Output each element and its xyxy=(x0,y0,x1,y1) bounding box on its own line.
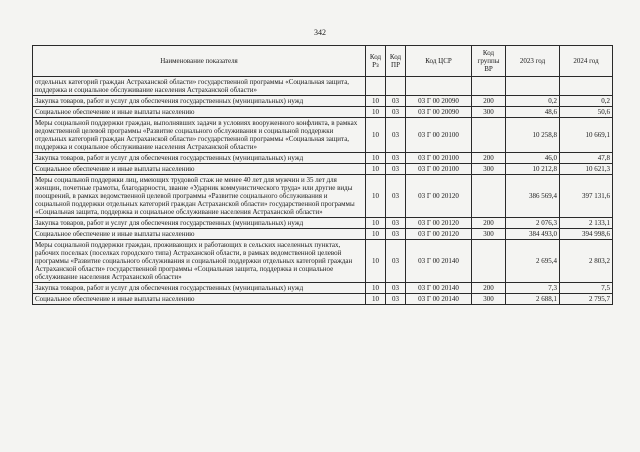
cell-csr: 03 Г 00 20140 xyxy=(406,294,472,305)
page-number: 342 xyxy=(314,28,326,37)
header-rz: Код Рз xyxy=(366,46,386,77)
cell-name: отдельных категорий граждан Астраханской области» государственной программы «Социальная защита, поддержка и социальное обслуживание населения Астраханской области» xyxy=(33,77,366,96)
cell-name: Меры социальной поддержки граждан, проживающих и работающих в сельских населенных пунктах, рабочих поселках (поселках городского типа) Астраханской области, в рамках ведомственной целевой программы «Развитие социального обслуживания и социальной поддержки отдельных категорий граждан Астраханской области» государственной программы «Социальная защита, поддержка и социальное обслуживание населения Астраханской области» xyxy=(33,240,366,283)
cell-vr: 200 xyxy=(472,283,506,294)
cell-csr: 03 Г 00 20140 xyxy=(406,283,472,294)
cell-vr: 300 xyxy=(472,107,506,118)
cell-vr xyxy=(472,118,506,153)
table-row xyxy=(33,96,613,107)
cell-vr: 300 xyxy=(472,229,506,240)
table-row xyxy=(33,283,613,294)
table-row xyxy=(33,164,613,175)
header-2024: 2024 год xyxy=(560,46,613,77)
cell-vr: 300 xyxy=(472,294,506,305)
cell-2024: 10 669,1 xyxy=(560,118,613,153)
header-name: Наименование показателя xyxy=(33,46,366,77)
cell-rz: 10 xyxy=(366,218,386,229)
cell-name: Закупка товаров, работ и услуг для обеспечения государственных (муниципальных) нужд xyxy=(33,283,366,294)
table-row xyxy=(33,118,613,153)
cell-rz: 10 xyxy=(366,96,386,107)
cell-2024: 47,8 xyxy=(560,153,613,164)
cell-rz: 10 xyxy=(366,294,386,305)
cell-vr: 200 xyxy=(472,153,506,164)
cell-rz: 10 xyxy=(366,229,386,240)
cell-vr xyxy=(472,77,506,96)
cell-vr xyxy=(472,240,506,283)
cell-2024: 2 795,7 xyxy=(560,294,613,305)
cell-2023: 10 212,8 xyxy=(506,164,560,175)
cell-rz: 10 xyxy=(366,175,386,218)
budget-table xyxy=(32,45,613,305)
cell-name: Закупка товаров, работ и услуг для обеспечения государственных (муниципальных) нужд xyxy=(33,96,366,107)
table-row xyxy=(33,294,613,305)
cell-pr xyxy=(386,77,406,96)
cell-pr: 03 xyxy=(386,96,406,107)
table-body xyxy=(33,77,613,305)
cell-rz: 10 xyxy=(366,240,386,283)
table-row xyxy=(33,218,613,229)
cell-2023: 2 688,1 xyxy=(506,294,560,305)
cell-2023 xyxy=(506,77,560,96)
cell-name: Закупка товаров, работ и услуг для обеспечения государственных (муниципальных) нужд xyxy=(33,153,366,164)
cell-rz: 10 xyxy=(366,153,386,164)
cell-2023: 384 493,0 xyxy=(506,229,560,240)
cell-csr: 03 Г 00 20120 xyxy=(406,218,472,229)
cell-pr: 03 xyxy=(386,107,406,118)
cell-pr: 03 xyxy=(386,164,406,175)
table-row xyxy=(33,175,613,218)
cell-2024: 50,6 xyxy=(560,107,613,118)
cell-2023: 48,6 xyxy=(506,107,560,118)
cell-csr: 03 Г 00 20090 xyxy=(406,96,472,107)
cell-2024: 2 803,2 xyxy=(560,240,613,283)
cell-csr: 03 Г 00 20120 xyxy=(406,229,472,240)
table-header-row xyxy=(33,46,613,77)
cell-2023: 2 076,3 xyxy=(506,218,560,229)
table-row xyxy=(33,153,613,164)
cell-name: Социальное обеспечение и иные выплаты населению xyxy=(33,229,366,240)
cell-rz: 10 xyxy=(366,118,386,153)
cell-2024: 10 621,3 xyxy=(560,164,613,175)
cell-2023: 7,3 xyxy=(506,283,560,294)
cell-rz: 10 xyxy=(366,107,386,118)
cell-csr: 03 Г 00 20090 xyxy=(406,107,472,118)
cell-csr: 03 Г 00 20120 xyxy=(406,175,472,218)
cell-csr: 03 Г 00 20100 xyxy=(406,118,472,153)
header-csr: Код ЦСР xyxy=(406,46,472,77)
cell-pr: 03 xyxy=(386,283,406,294)
cell-vr: 200 xyxy=(472,96,506,107)
cell-vr: 200 xyxy=(472,218,506,229)
table-row xyxy=(33,229,613,240)
cell-rz xyxy=(366,77,386,96)
cell-2024: 2 133,1 xyxy=(560,218,613,229)
cell-csr: 03 Г 00 20100 xyxy=(406,153,472,164)
cell-pr: 03 xyxy=(386,153,406,164)
cell-pr: 03 xyxy=(386,118,406,153)
table-row xyxy=(33,240,613,283)
cell-csr xyxy=(406,77,472,96)
cell-2023: 386 569,4 xyxy=(506,175,560,218)
cell-name: Социальное обеспечение и иные выплаты населению xyxy=(33,164,366,175)
table-row xyxy=(33,77,613,96)
cell-2023: 10 258,8 xyxy=(506,118,560,153)
cell-2024: 394 998,6 xyxy=(560,229,613,240)
cell-2023: 46,0 xyxy=(506,153,560,164)
cell-pr: 03 xyxy=(386,240,406,283)
cell-vr xyxy=(472,175,506,218)
cell-pr: 03 xyxy=(386,218,406,229)
cell-rz: 10 xyxy=(366,283,386,294)
header-vr: Код группы ВР xyxy=(472,46,506,77)
cell-csr: 03 Г 00 20140 xyxy=(406,240,472,283)
cell-rz: 10 xyxy=(366,164,386,175)
cell-vr: 300 xyxy=(472,164,506,175)
cell-2024: 0,2 xyxy=(560,96,613,107)
header-2023: 2023 год xyxy=(506,46,560,77)
cell-2024 xyxy=(560,77,613,96)
cell-name: Социальное обеспечение и иные выплаты населению xyxy=(33,107,366,118)
cell-pr: 03 xyxy=(386,294,406,305)
cell-2024: 397 131,6 xyxy=(560,175,613,218)
table-row xyxy=(33,107,613,118)
cell-2024: 7,5 xyxy=(560,283,613,294)
header-pr: Код ПР xyxy=(386,46,406,77)
cell-csr: 03 Г 00 20100 xyxy=(406,164,472,175)
cell-name: Закупка товаров, работ и услуг для обеспечения государственных (муниципальных) нужд xyxy=(33,218,366,229)
cell-2023: 0,2 xyxy=(506,96,560,107)
cell-name: Меры социальной поддержки граждан, выполнявших задачи в условиях вооруженного конфликта, в рамках ведомственной целевой программы «Развитие социального обслуживания и социальной поддержки отдельных категорий граждан Астраханской области» государственной программы «Социальная защита, поддержка и социальное обслуживание населения Астраханской области» xyxy=(33,118,366,153)
cell-pr: 03 xyxy=(386,229,406,240)
cell-name: Социальное обеспечение и иные выплаты населению xyxy=(33,294,366,305)
cell-2023: 2 695,4 xyxy=(506,240,560,283)
cell-name: Меры социальной поддержки лиц, имеющих трудовой стаж не менее 40 лет для мужчин и 35 лет для женщин, почетные грамоты, благодарности, звание «Ударник коммунистического труда» или другие виды поощрений, в рамках ведомственной целевой программы «Развитие социального обслуживания и социальной поддержки отдельных категорий граждан Астраханской области» государственной программы «Социальная защита, поддержка и социальное обслуживание населения Астраханской области» xyxy=(33,175,366,218)
cell-pr: 03 xyxy=(386,175,406,218)
